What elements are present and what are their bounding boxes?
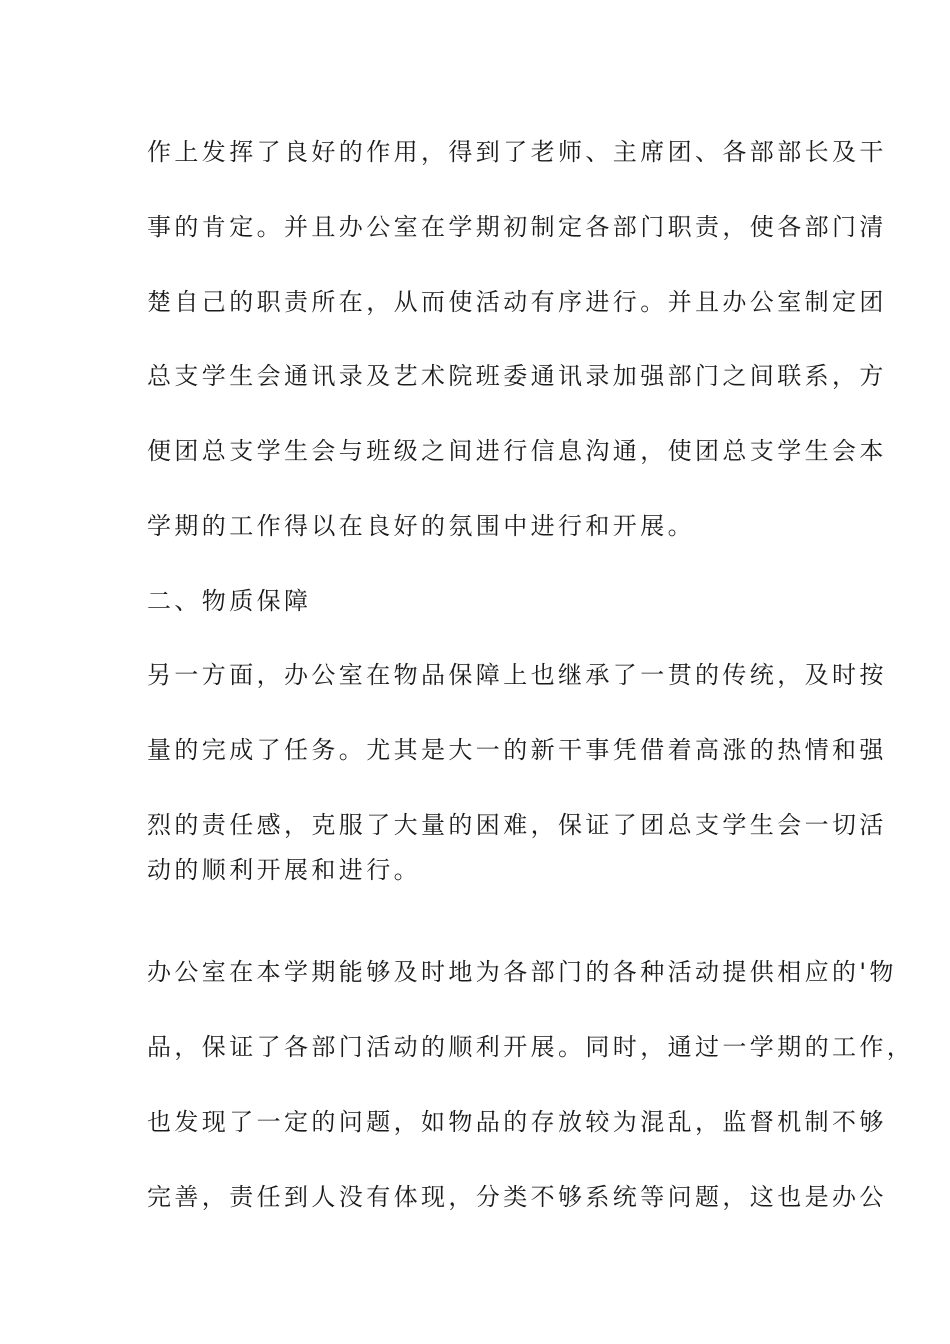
text-line: 动的顺利开展和进行。 <box>147 856 421 884</box>
text-line: 完善，责任到人没有体现，分类不够系统等问题，这也是办公 <box>147 1183 887 1211</box>
text-line: 作上发挥了良好的作用，得到了老师、主席团、各部部长及干 <box>147 138 887 166</box>
text-line: 办公室在本学期能够及时地为各部门的各种活动提供相应的'物 <box>147 958 897 986</box>
text-line: 楚自己的职责所在，从而使活动有序进行。并且办公室制定团 <box>147 288 887 316</box>
text-line: 另一方面，办公室在物品保障上也继承了一贯的传统，及时按 <box>147 661 887 689</box>
text-line: 事的肯定。并且办公室在学期初制定各部门职责，使各部门清 <box>147 213 887 241</box>
text-line: 学期的工作得以在良好的氛围中进行和开展。 <box>147 512 695 540</box>
text-line: 也发现了一定的问题，如物品的存放较为混乱，监督机制不够 <box>147 1108 887 1136</box>
text-line: 量的完成了任务。尤其是大一的新干事凭借着高涨的热情和强 <box>147 736 887 764</box>
section-heading: 二、物质保障 <box>147 587 312 615</box>
text-line: 总支学生会通讯录及艺术院班委通讯录加强部门之间联系，方 <box>147 362 887 390</box>
text-line: 便团总支学生会与班级之间进行信息沟通，使团总支学生会本 <box>147 437 887 465</box>
text-line: 品，保证了各部门活动的顺利开展。同时，通过一学期的工作， <box>147 1033 915 1061</box>
text-line: 烈的责任感，克服了大量的困难，保证了团总支学生会一切活 <box>147 811 887 839</box>
